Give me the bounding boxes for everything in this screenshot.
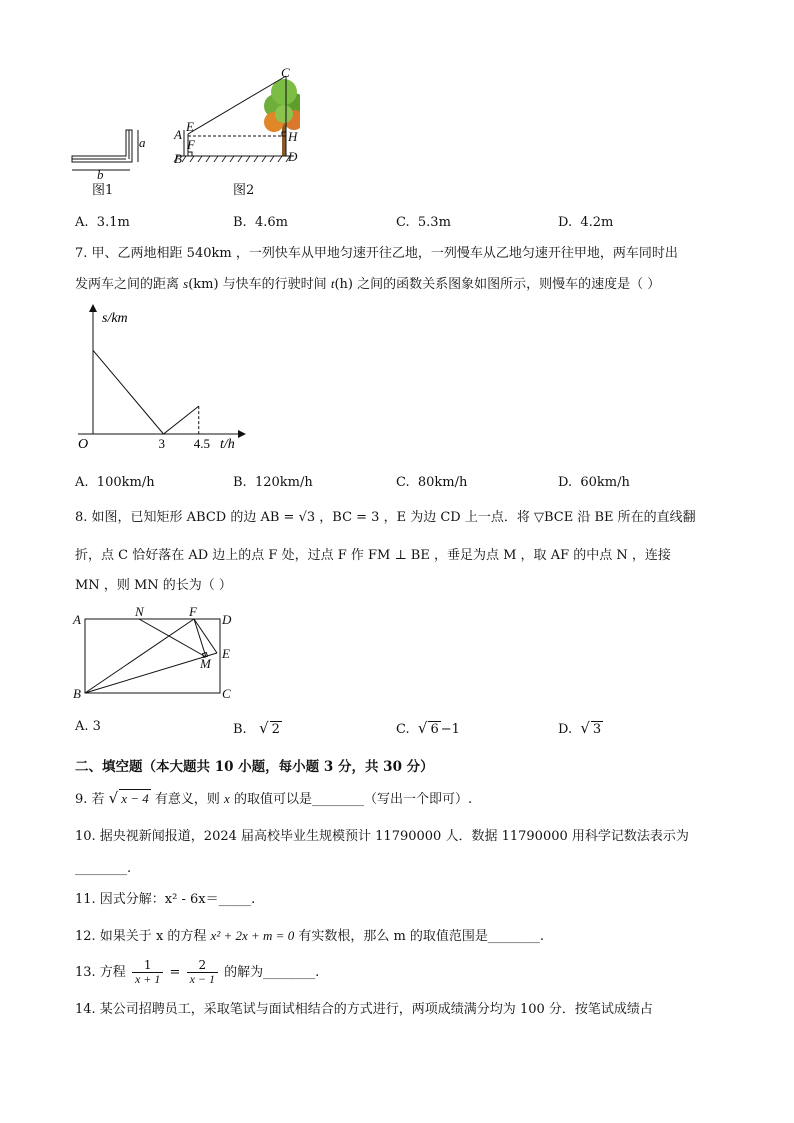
q14: 14. 某公司招聘员工，采取笔试与面试相结合的方式进行，两项成绩满分均为 100 分．按笔试成绩占 [75,1002,653,1017]
option-d[interactable]: D. √ 3 [558,719,602,737]
option-a[interactable]: A. 3 [75,719,101,734]
option-a[interactable]: A. 3.1m [75,215,130,230]
q8-line-1: 8. 如图，已知矩形 ABCD 的边 AB = √3 ，BC = 3 ，E 为边 CD 上一点．将 ▽BCE 沿 BE 所在的直线翻 [75,510,696,525]
x-axis-label: t/h [220,437,235,452]
q11: 11. 因式分解：x² - 6x＝_____. [75,892,256,907]
option-d[interactable]: D. 4.2m [558,215,614,230]
q8-line-3: MN ，则 MN 的长为（ ） [75,578,232,593]
fig1-label-a: a [139,135,146,150]
q8-figure [70,605,245,705]
option-b[interactable]: B. 4.6m [233,215,288,230]
q8-label-E: E [222,646,230,661]
fig2-label-C: C [281,65,290,80]
q8-label-B: B [73,686,81,701]
fig1-caption: 图1 [92,183,114,198]
option-d[interactable]: D. 60km/h [558,475,630,490]
q9: 9. 若 √ x − 4 有意义，则 x 的取值可以是________（写出一个即可）. [75,789,473,807]
option-b[interactable]: B. √ 2 [233,719,280,737]
fig1-label-b: b [97,167,104,182]
q10-line-2: ________. [75,861,132,876]
q7-line-2: 发两车之间的距离 s(km) 与快车的行驶时间 t(h) 之间的函数关系图象如图所示，则慢车的速度是（ ） [75,276,661,292]
origin-label: O [78,437,89,452]
section-heading: 二、填空题（本大题共 10 小题，每小题 3 分，共 30 分） [75,759,434,775]
fig2-caption: 图2 [233,183,255,198]
fig2-label-E: E [186,119,194,134]
q13: 13. 方程 $\frac{1}{x + 1}$ = $\frac{2}{x - 1}$ 的解为________. [75,958,320,986]
fig2-label-H: H [288,129,298,144]
option-c[interactable]: C. 5.3m [396,215,451,230]
q8-label-M: M [200,656,211,671]
q8-line-2: 折，点 C 恰好落在 AD 边上的点 F 处，过点 F 作 FM ⊥ BE ，垂足为点 M ，取 AF 的中点 N ，连接 [75,548,671,563]
series-line [93,350,199,434]
q7-line-1: 7. 甲、乙两地相距 540km ，一列快车从甲地匀速开往乙地，一列慢车从乙地匀速开往甲地，两车同时出 [75,246,678,261]
q8-label-F: F [189,604,197,619]
option-b[interactable]: B. 120km/h [233,475,313,490]
x-tick-label: 4.5 [193,436,210,451]
fig2-label-D: D [288,149,298,164]
x-tick-label: 3 [158,436,165,451]
fig2-label-A: A [174,127,182,142]
fig2-label-F: F [187,137,195,152]
q8-label-D: D [222,612,232,627]
q12: 12. 如果关于 x 的方程 x² + 2x + m = 0 有实数根，那么 m 的取值范围是________. [75,928,545,944]
q10-line-1: 10. 据央视新闻报道，2024 届高校毕业生规模预计 11790000 人．数据 11790000 用科学记数法表示为 [75,829,689,844]
q7-graph [70,300,260,460]
q8-label-A: A [73,612,81,627]
y-axis-label: s/km [102,311,128,326]
option-a[interactable]: A. 100km/h [75,475,155,490]
q8-label-C: C [222,686,231,701]
fig2-label-B: B [174,151,182,166]
option-c[interactable]: C. 80km/h [396,475,468,490]
q8-label-N: N [135,604,144,619]
option-c[interactable]: C. √ 6 −1 [396,719,460,737]
